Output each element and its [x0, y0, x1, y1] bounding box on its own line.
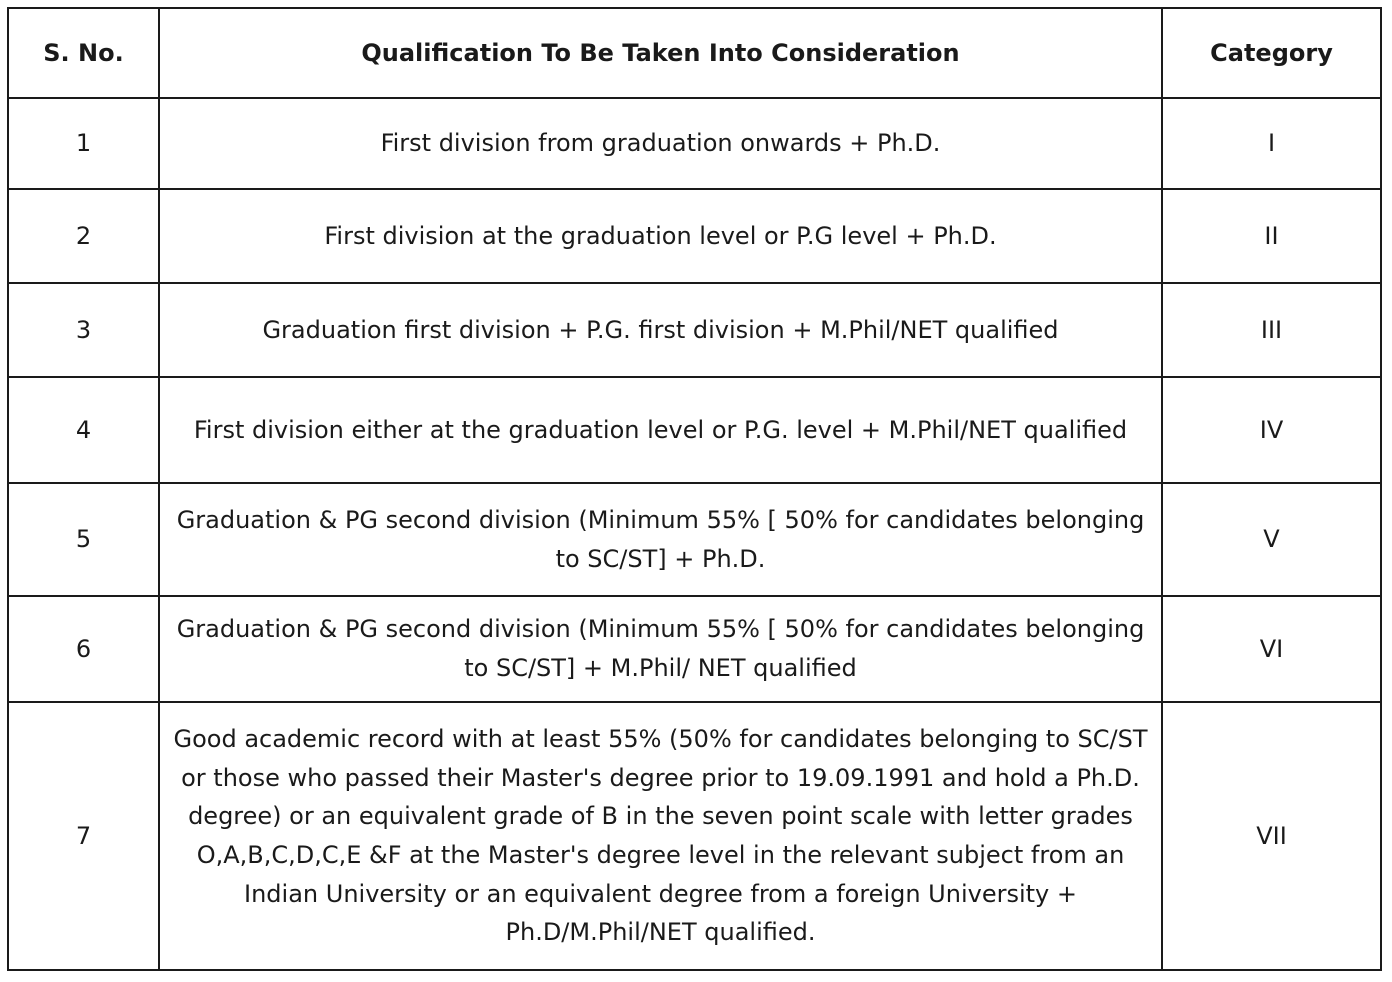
table-row	[8, 189, 1381, 283]
cell-qualification: First division from graduation onwards + Ph.D.	[159, 98, 1162, 189]
cell-sno: 1	[8, 98, 159, 189]
table-row	[8, 483, 1381, 596]
table-row	[8, 596, 1381, 702]
cell-category: I	[1162, 98, 1381, 189]
cell-qualification: First division at the graduation level or P.G level + Ph.D.	[159, 189, 1162, 283]
cell-category: IV	[1162, 377, 1381, 483]
cell-category: VII	[1162, 702, 1381, 970]
cell-qualification: Graduation first division + P.G. first division + M.Phil/NET qualified	[159, 283, 1162, 377]
table-header-row	[8, 8, 1381, 98]
cell-sno: 7	[8, 702, 159, 970]
cell-category: V	[1162, 483, 1381, 596]
cell-category: VI	[1162, 596, 1381, 702]
cell-sno: 4	[8, 377, 159, 483]
table-row	[8, 377, 1381, 483]
table-row	[8, 283, 1381, 377]
cell-sno: 2	[8, 189, 159, 283]
cell-sno: 6	[8, 596, 159, 702]
cell-sno: 3	[8, 283, 159, 377]
cell-qualification: Graduation & PG second division (Minimum 55% [ 50% for candidates belonging to SC/ST] + M.Phil/ NET qualified	[159, 596, 1162, 702]
table-row	[8, 98, 1381, 189]
header-qualification: Qualification To Be Taken Into Consideration	[159, 8, 1162, 98]
qualification-table	[7, 7, 1382, 971]
cell-category: II	[1162, 189, 1381, 283]
cell-qualification: Good academic record with at least 55% (50% for candidates belonging to SC/ST or those who passed their Master's degree prior to 19.09.1991 and hold a Ph.D. degree) or an equivalent grade of B in the seven point scale with letter grades O,A,B,C,D,C,E &F at the Master's degree level in the relevant subject from an Indian University or an equivalent degree from a foreign University + Ph.D/M.Phil/NET qualified.	[159, 702, 1162, 970]
header-sno: S. No.	[8, 8, 159, 98]
header-category: Category	[1162, 8, 1381, 98]
cell-qualification: Graduation & PG second division (Minimum 55% [ 50% for candidates belonging to SC/ST] + Ph.D.	[159, 483, 1162, 596]
cell-category: III	[1162, 283, 1381, 377]
table-row	[8, 702, 1381, 970]
cell-qualification: First division either at the graduation level or P.G. level + M.Phil/NET qualified	[159, 377, 1162, 483]
cell-sno: 5	[8, 483, 159, 596]
